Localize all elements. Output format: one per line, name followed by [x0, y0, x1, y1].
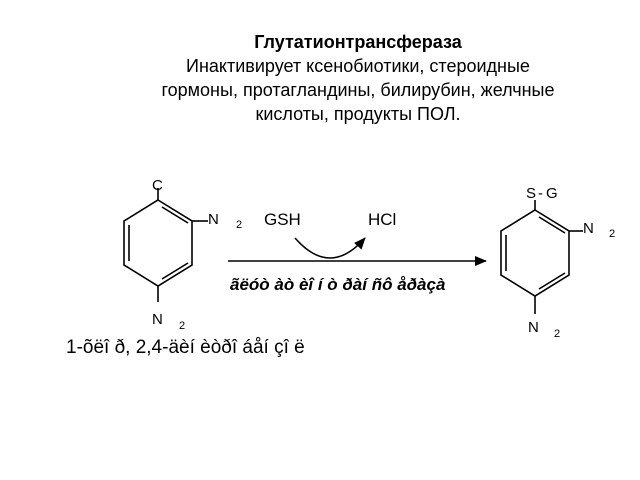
description-line-3: кислоты, продукты ПОЛ. — [255, 104, 461, 124]
product-glutathione: G — [546, 185, 558, 202]
description-line-2: гормоны, протагландины, билирубин, желчные — [161, 80, 555, 100]
reactant-side-atom: N — [208, 211, 219, 228]
product-bottom-subscript: 2 — [554, 328, 561, 340]
product-bottom-atom: N — [528, 319, 539, 336]
reactant-bottom-atom: N — [152, 311, 163, 328]
reagent-hcl: HCl — [368, 210, 397, 229]
reactant-side-subscript: 2 — [236, 219, 243, 231]
product-side-subscript: 2 — [609, 228, 616, 240]
product-side-atom: N — [583, 220, 594, 237]
product-ring — [501, 200, 583, 314]
reactant-name: 1-õëî ð, 2,4-äèí èòðî áåí çî ë — [66, 337, 305, 358]
page-title: Глутатионтрансфераза — [254, 32, 462, 52]
product-sulfur: S — [526, 185, 537, 202]
reactant-top-atom: C — [152, 177, 163, 194]
reactant-bottom-subscript: 2 — [179, 320, 186, 332]
reagent-curve-arrow — [295, 238, 365, 258]
reagent-gsh: GSH — [264, 210, 301, 229]
enzyme-label: ãëóò àò èî í ò ðàí ñô åðàçà — [230, 275, 446, 294]
product-bond-dash: - — [538, 185, 543, 202]
reactant-ring — [124, 188, 208, 302]
description-line-1: Инактивирует ксенобиотики, стероидные — [186, 56, 530, 76]
